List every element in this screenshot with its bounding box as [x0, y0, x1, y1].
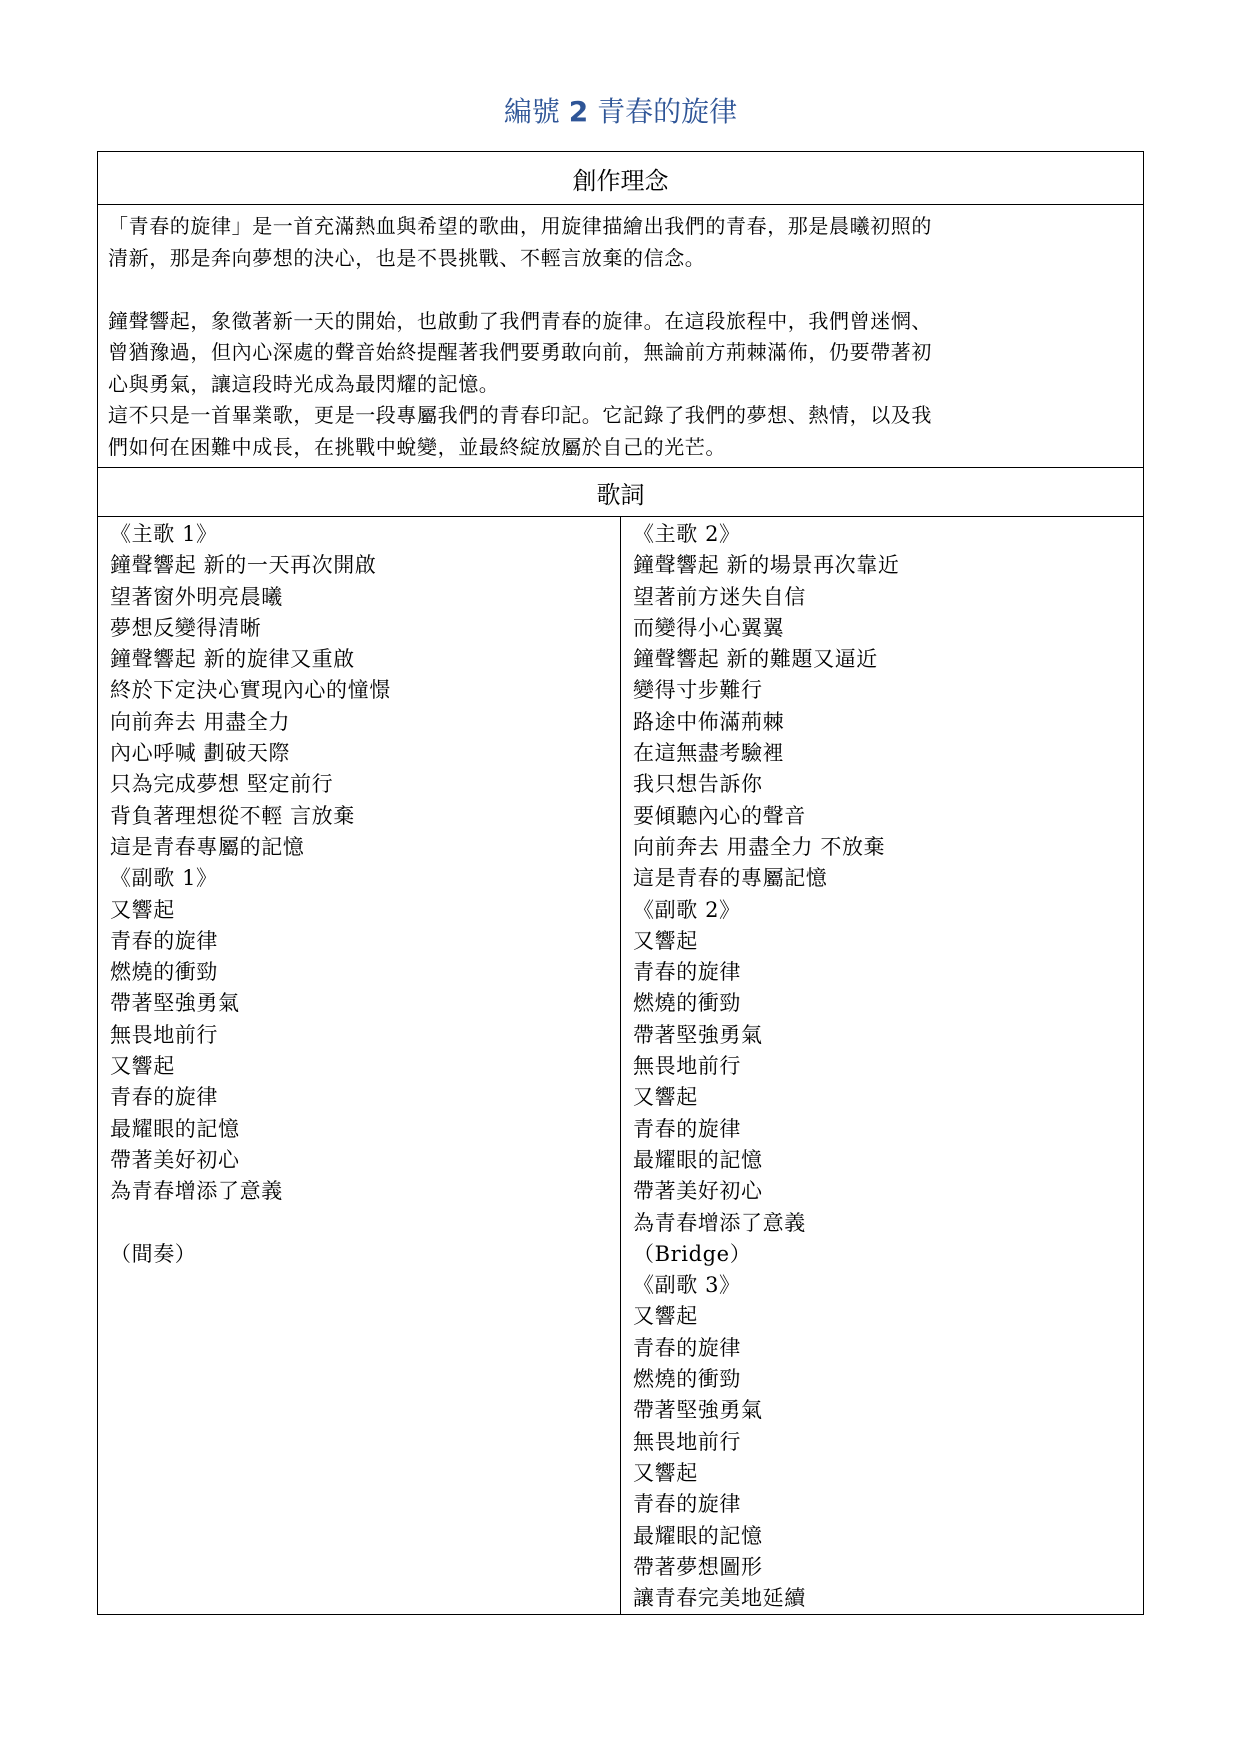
lyric-line: 鐘聲響起 新的旋律又重啟 — [110, 647, 355, 672]
lyric-line: （間奏） — [110, 1241, 197, 1266]
lyric-line: 帶著美好初心 — [633, 1179, 763, 1204]
lyric-line: 而變得小心翼翼 — [633, 615, 785, 640]
lyric-line: 最耀眼的記憶 — [633, 1147, 763, 1172]
lyric-line: 青春的旋律 — [633, 1335, 741, 1360]
lyric-line: 《副歌 3》 — [633, 1273, 741, 1298]
lyric-line: 為青春增添了意義 — [110, 1179, 283, 1204]
lyric-line: 望著前方迷失自信 — [633, 584, 806, 609]
concept-header — [98, 152, 1144, 205]
lyric-line: 又響起 — [633, 928, 698, 953]
lyrics-left-column — [98, 517, 621, 1615]
lyric-line: 帶著堅強勇氣 — [633, 1022, 763, 1047]
lyric-line: 鐘聲響起 新的場景再次靠近 — [633, 553, 900, 578]
lyric-line: 又響起 — [633, 1304, 698, 1329]
lyrics-right-column — [621, 517, 1144, 1615]
lyric-line: 讓青春完美地延續 — [633, 1586, 806, 1611]
concept-body — [98, 205, 1144, 468]
concept-line: 「青春的旋律」是一首充滿熱血與希望的歌曲，用旋律描繪出我們的青春，那是晨曦初照的 — [108, 214, 932, 238]
lyric-line: 又響起 — [633, 1460, 698, 1485]
lyric-line: 帶著美好初心 — [110, 1147, 240, 1172]
lyric-line: （Bridge） — [633, 1241, 752, 1266]
concept-line: 這不只是一首畢業歌，更是一段專屬我們的青春印記。它記錄了我們的夢想、熱情，以及我 — [108, 403, 932, 427]
lyric-line: 帶著夢想圖形 — [633, 1554, 763, 1579]
lyric-line: 帶著堅強勇氣 — [110, 991, 240, 1016]
lyric-line: 燃燒的衝勁 — [633, 991, 741, 1016]
lyric-line: 在這無盡考驗裡 — [633, 741, 785, 766]
lyric-line: 只為完成夢想 堅定前行 — [110, 772, 334, 797]
document-table — [97, 151, 1144, 1615]
lyric-line: 青春的旋律 — [110, 1085, 218, 1110]
concept-line: 心與勇氣，讓這段時光成為最閃耀的記憶。 — [108, 371, 500, 396]
lyric-line: 變得寸步難行 — [633, 678, 763, 703]
lyric-line: 帶著堅強勇氣 — [633, 1398, 763, 1423]
lyric-line: 向前奔去 用盡全力 不放棄 — [633, 834, 886, 859]
concept-paragraph-2 — [108, 306, 1133, 464]
lyric-line: 燃燒的衝勁 — [633, 1367, 741, 1392]
lyric-line: 鐘聲響起 新的一天再次開啟 — [110, 553, 377, 578]
page-title — [0, 92, 1241, 132]
lyric-line: 《副歌 2》 — [633, 897, 741, 922]
lyric-line: 青春的旋律 — [633, 960, 741, 985]
concept-line: 們如何在困難中成長，在挑戰中蛻變，並最終綻放屬於自己的光芒。 — [108, 434, 726, 459]
title-number: 2 — [568, 95, 589, 128]
concept-line: 清新，那是奔向夢想的決心，也是不畏挑戰、不輕言放棄的信念。 — [108, 245, 706, 270]
lyric-line: 最耀眼的記憶 — [633, 1523, 763, 1548]
lyric-line: 這是青春專屬的記憶 — [110, 834, 305, 859]
lyric-line: 終於下定決心實現內心的憧憬 — [110, 678, 391, 703]
lyric-line: 夢想反變得清晰 — [110, 615, 262, 640]
title-name: 青春的旋律 — [597, 95, 738, 128]
lyric-line: 向前奔去 用盡全力 — [110, 709, 291, 734]
lyric-line: 燃燒的衝勁 — [110, 960, 218, 985]
lyric-line: 內心呼喊 劃破天際 — [110, 741, 291, 766]
lyric-line: 《副歌 1》 — [110, 866, 218, 891]
lyric-line: 為青春增添了意義 — [633, 1210, 806, 1235]
concept-line: 曾猶豫過，但內心深處的聲音始終提醒著我們要勇敢向前，無論前方荊棘滿佈，仍要帶著初 — [108, 340, 932, 364]
lyric-line: 望著窗外明亮晨曦 — [110, 584, 283, 609]
lyric-line: 背負著理想從不輕 言放棄 — [110, 803, 355, 828]
concept-paragraph-1 — [108, 211, 1133, 274]
lyric-line: 鐘聲響起 新的難題又逼近 — [633, 647, 878, 672]
lyric-line: 無畏地前行 — [633, 1429, 741, 1454]
lyric-line: 又響起 — [633, 1085, 698, 1110]
concept-line: 鐘聲響起，象徵著新一天的開始，也啟動了我們青春的旋律。在這段旅程中，我們曾迷惘、 — [108, 308, 932, 333]
lyric-line: 我只想告訴你 — [633, 772, 763, 797]
lyrics-heading: 歌詞 — [596, 480, 645, 509]
lyric-line: 要傾聽內心的聲音 — [633, 803, 806, 828]
lyric-line: 青春的旋律 — [110, 928, 218, 953]
lyric-line: 青春的旋律 — [633, 1116, 741, 1141]
lyric-line: 路途中佈滿荊棘 — [633, 709, 785, 734]
lyric-line: 青春的旋律 — [633, 1492, 741, 1517]
lyric-line: 又響起 — [110, 897, 175, 922]
lyrics-header — [98, 468, 1144, 517]
lyric-line: 無畏地前行 — [633, 1054, 741, 1079]
lyric-line: 又響起 — [110, 1054, 175, 1079]
lyric-line: 這是青春的專屬記憶 — [633, 866, 828, 891]
lyric-line: 《主歌 2》 — [633, 522, 741, 546]
lyric-line: 《主歌 1》 — [110, 522, 218, 546]
lyric-line: 最耀眼的記憶 — [110, 1116, 240, 1141]
concept-heading: 創作理念 — [572, 166, 669, 195]
title-prefix: 編號 — [503, 95, 560, 128]
lyric-line: 無畏地前行 — [110, 1022, 218, 1047]
